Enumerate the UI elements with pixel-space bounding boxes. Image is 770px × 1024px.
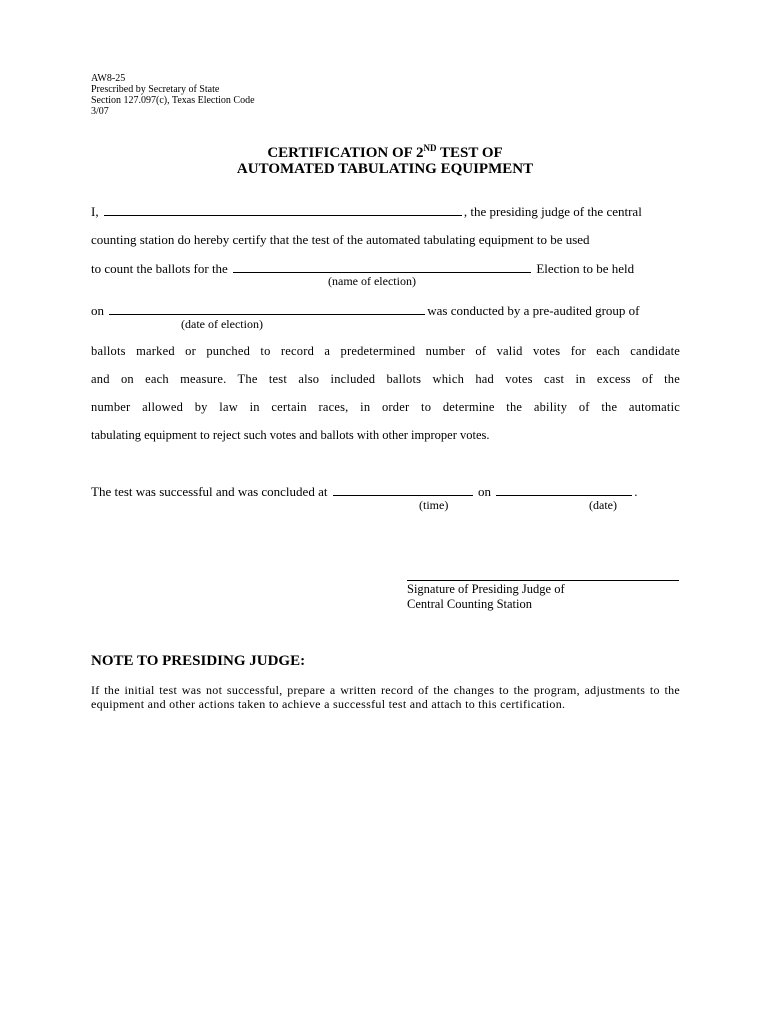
judge-line bbox=[91, 203, 642, 220]
note-text: If the initial test was not successful, prepare a written record of the changes to the program, adjustments to the equipment and other actions taken to achieve a successful test and attach to this certification. bbox=[91, 683, 680, 711]
signature-caption-1: Signature of Presiding Judge of bbox=[407, 582, 565, 596]
title-superscript: ND bbox=[423, 143, 437, 153]
signature-line[interactable] bbox=[407, 580, 679, 581]
date-blank[interactable] bbox=[496, 483, 632, 496]
judge-line-prefix: I, bbox=[91, 204, 99, 219]
election-name-caption: (name of election) bbox=[328, 274, 416, 288]
body-line-8: tabulating equipment to reject such votes and ballots with other improper votes. bbox=[91, 428, 490, 442]
time-blank[interactable] bbox=[333, 483, 473, 496]
judge-line-suffix: , the presiding judge of the central bbox=[463, 204, 642, 219]
election-date-caption: (date of election) bbox=[181, 317, 263, 331]
note-heading: NOTE TO PRESIDING JUDGE: bbox=[91, 653, 306, 669]
election-line-suffix: Election to be held bbox=[536, 261, 635, 276]
certify-line: counting station do hereby certify that the test of the automated tabulating equipment to be used bbox=[91, 232, 590, 247]
concluded-period: . bbox=[634, 484, 638, 499]
concluded-prefix: The test was successful and was concluded at bbox=[91, 484, 328, 499]
form-date: 3/07 bbox=[91, 106, 109, 117]
title-line-2: AUTOMATED TABULATING EQUIPMENT bbox=[236, 161, 534, 177]
election-date-blank[interactable] bbox=[109, 302, 425, 315]
election-date-prefix: on bbox=[91, 303, 104, 318]
election-name-blank[interactable] bbox=[233, 260, 531, 273]
body-line-6: and on each measure. The test also included ballots which had votes cast in excess of the bbox=[91, 372, 680, 386]
concluded-line bbox=[91, 483, 637, 500]
concluded-on: on bbox=[477, 484, 491, 499]
election-date-suffix: was conducted by a pre-audited group of bbox=[427, 303, 640, 318]
prescribed-by: Prescribed by Secretary of State bbox=[91, 84, 220, 95]
title-line-1-text: CERTIFICATION OF 2 bbox=[267, 145, 424, 161]
title-line-1-end: TEST OF bbox=[436, 145, 503, 161]
code-section: Section 127.097(c), Texas Election Code bbox=[91, 95, 255, 106]
judge-name-blank[interactable] bbox=[104, 203, 462, 216]
title-line-1 bbox=[0, 143, 770, 162]
time-caption: (time) bbox=[419, 498, 449, 512]
form-id: AW8-25 bbox=[91, 73, 126, 84]
body-line-5: ballots marked or punched to record a predetermined number of valid votes for each candidate bbox=[91, 344, 680, 358]
date-caption: (date) bbox=[589, 498, 617, 512]
body-line-7: number allowed by law in certain races, in order to determine the ability of the automatic bbox=[91, 400, 680, 414]
election-line-prefix: to count the ballots for the bbox=[91, 261, 228, 276]
signature-caption-2: Central Counting Station bbox=[407, 597, 532, 611]
election-date-line bbox=[91, 302, 640, 319]
